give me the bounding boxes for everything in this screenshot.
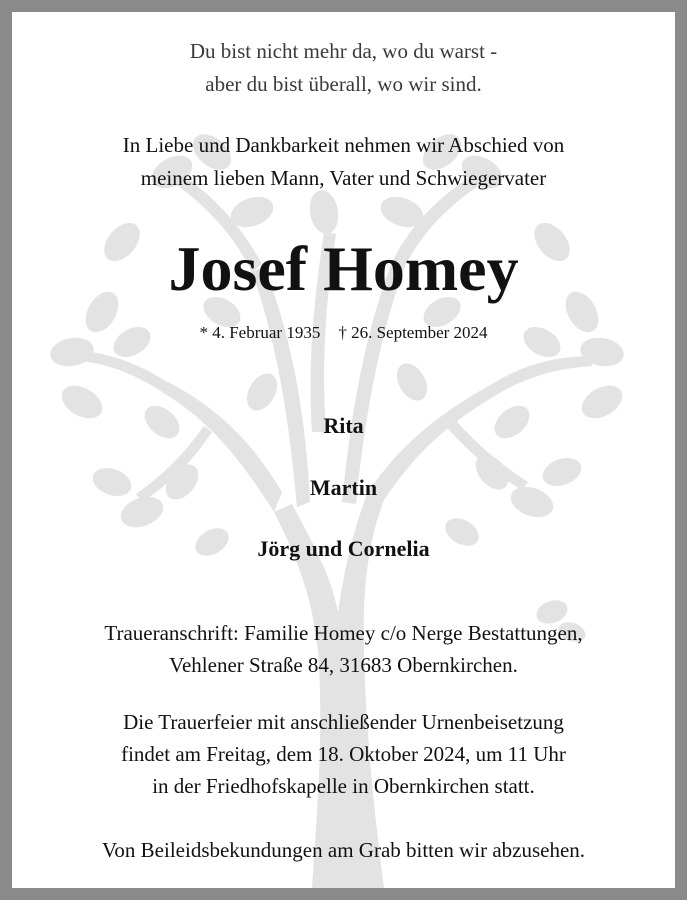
- ceremony-line-1: Die Trauerfeier mit anschließender Urnenbeisetzung: [123, 710, 564, 734]
- intro-line-2: meinem lieben Mann, Vater und Schwiegervater: [140, 166, 547, 190]
- life-dates: [12, 322, 675, 344]
- ceremony-line-2: findet am Freitag, dem 18. Oktober 2024, um 11 Uhr: [121, 742, 566, 766]
- quote-line-2: aber du bist überall, wo wir sind.: [205, 72, 482, 96]
- address-line-2: Vehlener Straße 84, 31683 Obernkirchen.: [169, 653, 518, 677]
- ceremony-line-3: in der Friedhofskapelle in Obernkirchen statt.: [152, 774, 535, 798]
- quote-line-1: Du bist nicht mehr da, wo du warst -: [189, 39, 498, 63]
- deceased-name: Josef Homey: [168, 233, 519, 304]
- mourner-1: Rita: [323, 413, 364, 438]
- notice-text: [12, 12, 675, 888]
- mourner-3: Jörg und Cornelia: [257, 536, 430, 561]
- closing-line: Von Beileidsbekundungen am Grab bitten wir abzusehen.: [101, 838, 586, 862]
- birth-date: * 4. Februar 1935: [199, 323, 321, 342]
- mourner-2: Martin: [309, 475, 378, 500]
- death-date: † 26. September 2024: [338, 323, 488, 342]
- intro-line-1: In Liebe und Dankbarkeit nehmen wir Abschied von: [122, 133, 565, 157]
- address-line-1: Traueranschrift: Familie Homey c/o Nerge Bestattungen,: [104, 621, 583, 645]
